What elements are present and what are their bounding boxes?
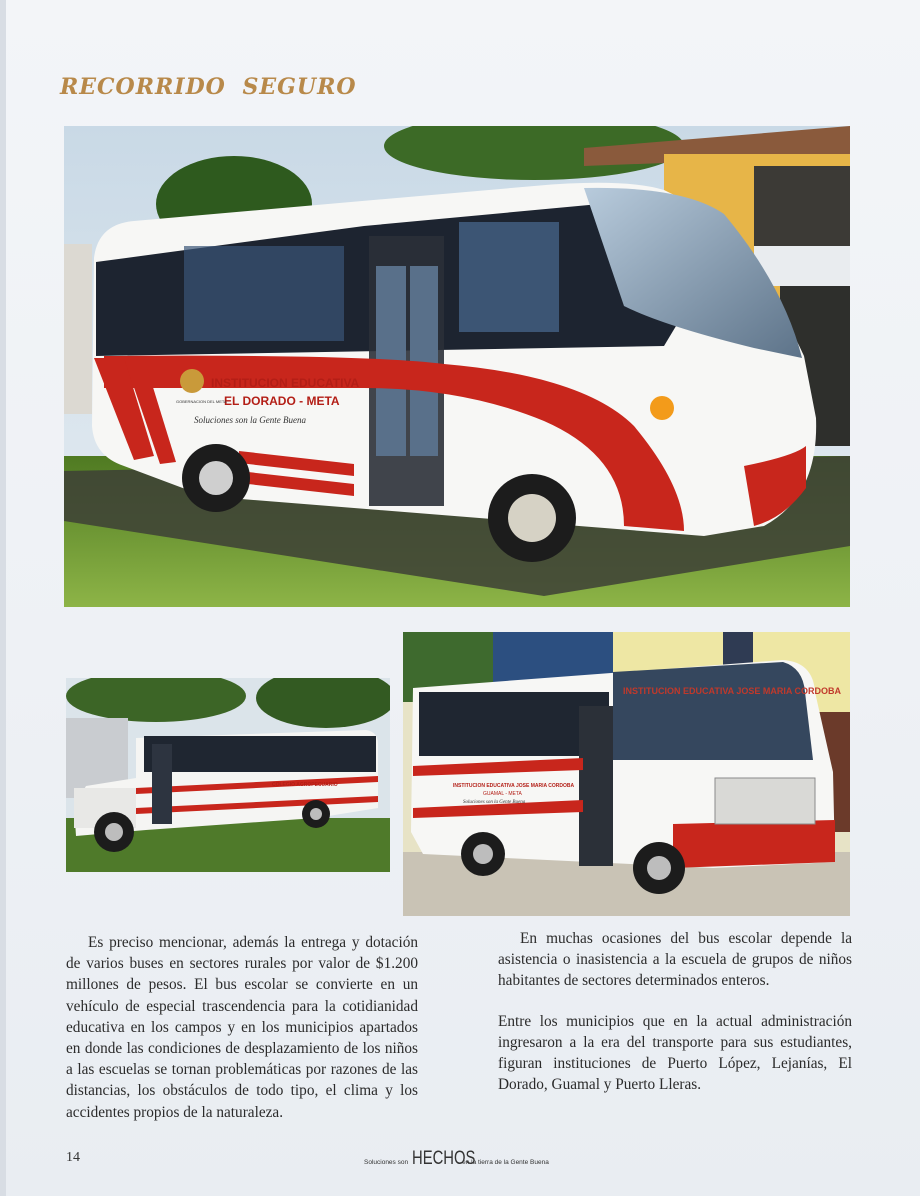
main-bus-photo (64, 126, 850, 607)
footer-prefix: Soluciones son (364, 1159, 409, 1166)
right-bus-photo (403, 632, 850, 916)
article-right-column (498, 928, 852, 1095)
right-bus-text-2: GUAMAL - META (483, 791, 522, 797)
footer-brand (364, 1148, 549, 1170)
main-bus-text-2: EL DORADO - META (224, 394, 340, 408)
right-bus-text-3: Soluciones son la Gente Buena (463, 800, 526, 805)
left-bus-photo (66, 678, 390, 872)
section-title: RECORRIDO SEGURO (60, 74, 357, 100)
footer-suffix: en la tierra de la Gente Buena (462, 1159, 549, 1166)
right-bus-sign: INSTITUCION EDUCATIVA JOSE MARIA CORDOBA (623, 686, 842, 696)
footer-brand-name: HECHOS (412, 1148, 476, 1169)
right-bus-text-1: INSTITUCION EDUCATIVA JOSE MARIA CORDOBA (453, 783, 575, 789)
page-number: 14 (66, 1150, 80, 1165)
main-bus-text-1: INSTITUCION EDUCATIVA (211, 376, 360, 390)
main-bus-text-3: Soluciones son la Gente Buena (194, 415, 306, 425)
article-left-column (66, 932, 418, 1123)
page-binding-edge (0, 0, 6, 1196)
article-paragraph: Entre los municipios que en la actual administración ingresaron a la era del transporte para sus estudiantes, figuran instituciones de Puerto López, Lejanías, El Dorado, Guamal y Puerto Lleras. (498, 1012, 852, 1094)
article-paragraph: Es preciso mencionar, además la entrega y dotación de varios buses en sectores rurales por valor de $1.200 millones de pesos. El bus escolar se convierte en un vehículo de especial trascendencia para la cotidianidad educativa en los campos y en los municipios apartados en donde las condiciones de desplazamiento de los niños a las escuelas se tornan problemáticas por razones de las distancias, los obstáculos de todo tipo, el clima y los accidentes propios de la naturaleza. (66, 934, 418, 1121)
main-bus-logo-caption: GOBERNACION DEL META (176, 399, 227, 404)
article-paragraph: En muchas ocasiones del bus escolar depende la asistencia o inasistencia a la escuela de grupos de niños habitantes de sectores determinados enteros. (498, 930, 852, 990)
left-bus-text: COLEGIO AGROPECUARIO (272, 782, 338, 788)
